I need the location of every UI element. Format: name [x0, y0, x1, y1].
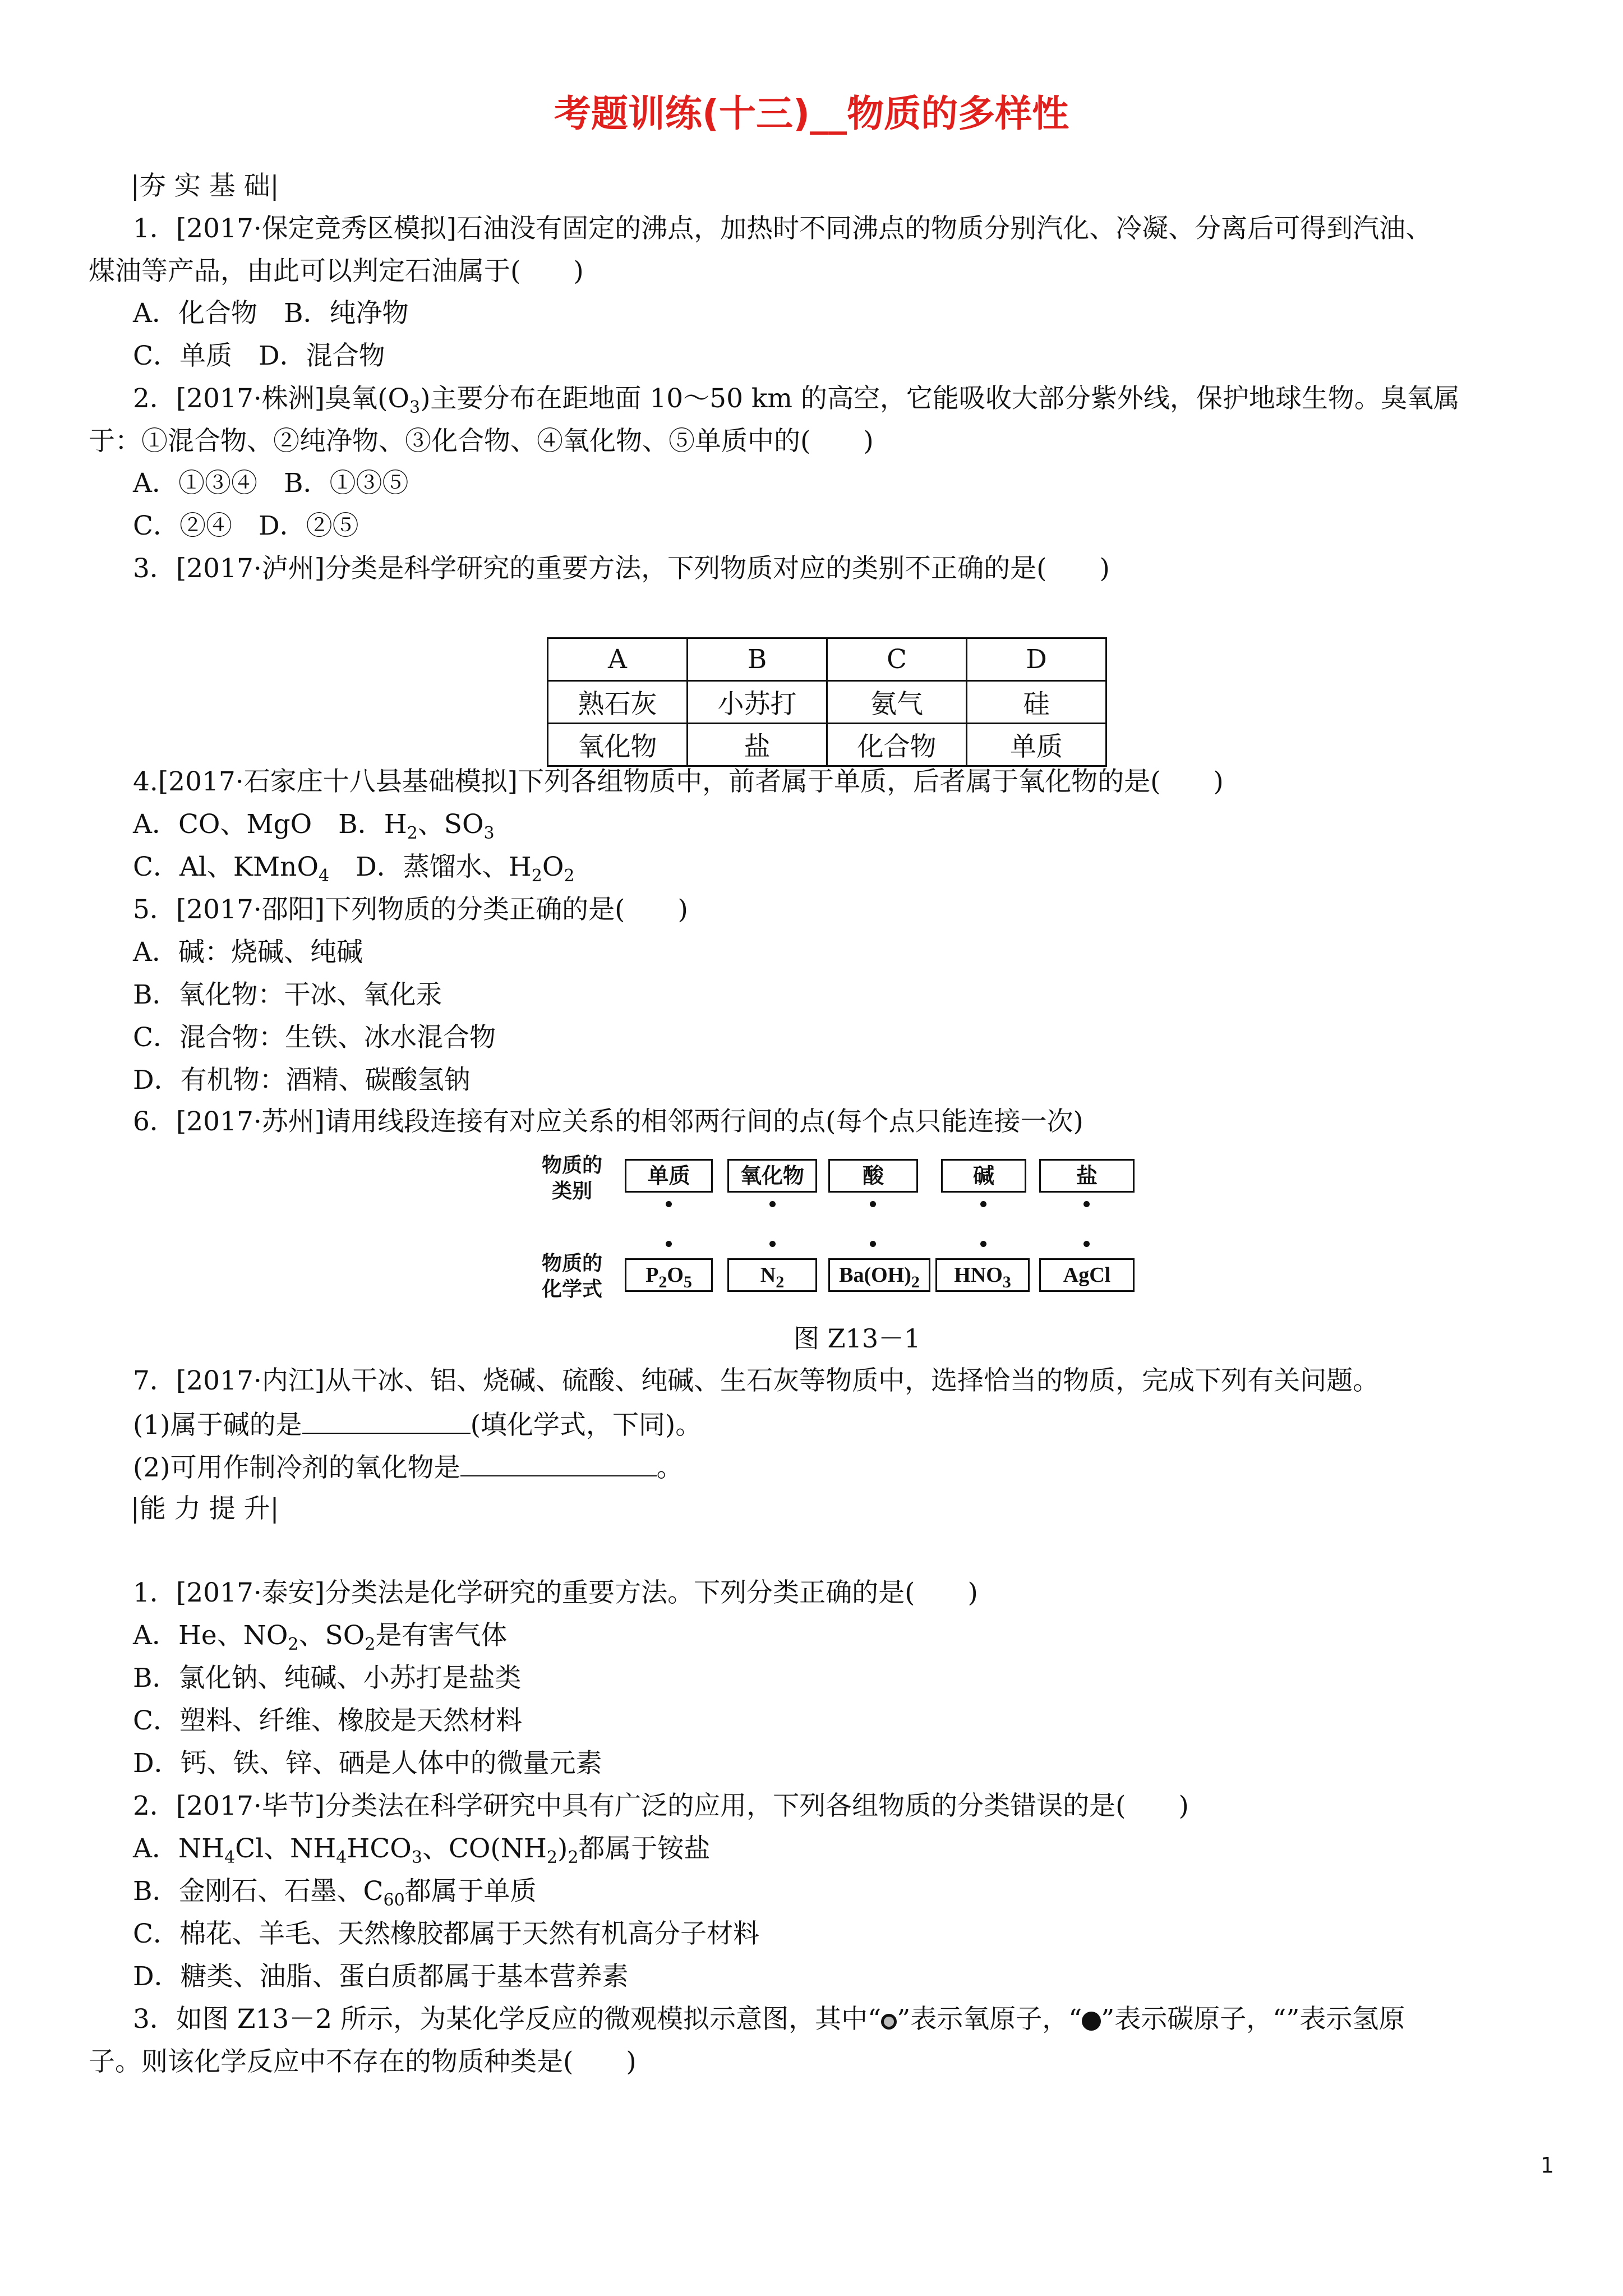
q3-classification-table [547, 637, 1107, 767]
figure-label-category: 物质的 类别 [541, 1154, 602, 1203]
q7-sub2: (2)可用作制冷剂的氧化物是 。 [133, 1448, 683, 1486]
q1-options-cd: C．单质 D．混合物 [133, 341, 385, 371]
q4-options-cd: C．Al、KMnO$_4$ D．蒸馏水、$H_2O_2$ [133, 852, 575, 886]
section-heading-basic: |夯 实 基 础| [131, 171, 279, 201]
table-cell: 盐 [688, 724, 827, 766]
q2-options-ab: A．①③④ B．①③⑤ [133, 468, 409, 499]
table-cell: C [827, 638, 967, 681]
adv-q2-option-b: B．金刚石、石墨、$C_{60}$都属于单质 [133, 1876, 537, 1910]
category-box-base: 碱 [941, 1159, 1026, 1193]
adv-q1-option-a: A．He、$NO_2$、$SO_2$是有害气体 [133, 1620, 508, 1654]
table-cell: 单质 [967, 724, 1106, 766]
adv-q1-option-b: B．氯化钠、纯碱、小苏打是盐类 [133, 1663, 522, 1694]
answer-blank[interactable] [302, 1406, 471, 1434]
category-dot [1083, 1201, 1090, 1207]
formula-dot [666, 1241, 672, 1247]
adv-q2-option-c: C．棉花、羊毛、天然橡胶都属于天然有机高分子材料 [133, 1918, 759, 1949]
category-box-element: 单质 [625, 1159, 713, 1193]
formula-box-p2o5: $P_2O_5$ [625, 1258, 713, 1292]
q1-line2: 煤油等产品，由此可以判定石油属于( ) [89, 256, 584, 287]
category-box-oxide: 氧化物 [727, 1159, 817, 1193]
table-row [548, 724, 1106, 766]
q3-line1: 3．[2017·泸州]分类是科学研究的重要方法，下列物质对应的类别不正确的是( ) [133, 553, 1110, 584]
table-cell: 小苏打 [688, 681, 827, 724]
formula-box-agcl: AgCl [1039, 1258, 1135, 1292]
q5-option-a: A．碱：烧碱、纯碱 [133, 937, 363, 968]
q2-line1: 2．[2017·株洲]臭氧$(O_3)$主要分布在距地面 10～50 km 的高空，它能吸收大部分紫外线，保护地球生物。臭氧属 [133, 383, 1460, 417]
table-cell: 硅 [967, 681, 1106, 724]
formula-dot [870, 1241, 876, 1247]
table-row [548, 681, 1106, 724]
q1-line1: 1．[2017·保定竞秀区模拟]石油没有固定的沸点，加热时不同沸点的物质分别汽化、冷凝、分离后可得到汽油、 [133, 213, 1432, 244]
formula-box-n2: $N_2$ [727, 1258, 817, 1292]
answer-blank[interactable] [460, 1448, 657, 1476]
q2-options-cd: C．②④ D．②⑤ [133, 510, 359, 541]
adv-q2-line1: 2．[2017·毕节]分类法在科学研究中具有广泛的应用，下列各组物质的分类错误的是( ) [133, 1791, 1189, 1821]
section-heading-advanced: |能 力 提 升| [131, 1493, 279, 1524]
carbon-atom-icon [1082, 2012, 1101, 2031]
table-cell: B [688, 638, 827, 681]
figure-label-formula: 物质的 化学式 [541, 1252, 602, 1301]
table-row [548, 638, 1106, 681]
page-title: 考题训练(十三)__物质的多样性 [554, 92, 1069, 135]
q5-option-c: C．混合物：生铁、冰水混合物 [133, 1022, 496, 1053]
adv-q1-line1: 1．[2017·泰安]分类法是化学研究的重要方法。下列分类正确的是( ) [133, 1577, 978, 1608]
adv-q2-option-d: D．糖类、油脂、蛋白质都属于基本营养素 [133, 1961, 629, 1992]
q6-line1: 6．[2017·苏州]请用线段连接有对应关系的相邻两行间的点(每个点只能连接一次) [133, 1106, 1083, 1137]
q4-options-ab: A．CO、MgO B．$H_2$、$SO_3$ [133, 809, 495, 843]
adv-q2-option-a: A．$NH_4Cl$、$NH_4HCO_3$、$CO(NH_2)_2$都属于铵盐 [133, 1833, 711, 1867]
q5-option-d: D．有机物：酒精、碳酸氢钠 [133, 1065, 471, 1096]
q5-line1: 5．[2017·邵阳]下列物质的分类正确的是( ) [133, 894, 688, 925]
category-dot [666, 1201, 672, 1207]
page-number: 1 [1540, 2153, 1554, 2178]
category-dot [769, 1201, 776, 1207]
table-cell: 氧化物 [548, 724, 688, 766]
q1-options-ab: A．化合物 B．纯净物 [133, 298, 409, 329]
q2-line2: 于：①混合物、②纯净物、③化合物、④氧化物、⑤单质中的( ) [89, 426, 874, 457]
adv-q1-option-d: D．钙、铁、锌、硒是人体中的微量元素 [133, 1748, 602, 1779]
formula-dot [980, 1241, 986, 1247]
category-dot [870, 1201, 876, 1207]
formula-box-baoh2: $Ba(OH)_2$ [828, 1258, 930, 1292]
adv-q1-option-c: C．塑料、纤维、橡胶是天然材料 [133, 1705, 522, 1736]
q5-option-b: B．氧化物：干冰、氧化汞 [133, 979, 442, 1010]
adv-q3-line1: 3．如图 Z13－2 所示，为某化学反应的微观模拟示意图，其中“ ”表示氧原子，“ ”表示碳原子，“”表示氢原 [133, 2004, 1405, 2035]
q7-line1: 7．[2017·内江]从干冰、铝、烧碱、硫酸、纯碱、生石灰等物质中，选择恰当的物质，完成下列有关问题。 [133, 1365, 1380, 1396]
table-cell: 化合物 [827, 724, 967, 766]
figure-caption: 图 Z13－1 [794, 1323, 921, 1354]
formula-box-hno3: $HNO_3$ [935, 1258, 1030, 1292]
category-dot [980, 1201, 986, 1207]
table-cell: 氨气 [827, 681, 967, 724]
category-box-acid: 酸 [828, 1159, 918, 1193]
table-cell: A [548, 638, 688, 681]
table-cell: 熟石灰 [548, 681, 688, 724]
table-cell: D [967, 638, 1106, 681]
category-box-salt: 盐 [1039, 1159, 1135, 1193]
adv-q3-line2: 子。则该化学反应中不存在的物质种类是( ) [89, 2046, 637, 2077]
formula-dot [1083, 1241, 1090, 1247]
formula-dot [769, 1241, 776, 1247]
q4-line1: 4.[2017·石家庄十八县基础模拟]下列各组物质中，前者属于单质，后者属于氧化物的是( ) [133, 766, 1224, 797]
q7-sub1: (1)属于碱的是 (填化学式，下同)。 [133, 1406, 702, 1443]
oxygen-atom-icon [881, 2014, 897, 2030]
